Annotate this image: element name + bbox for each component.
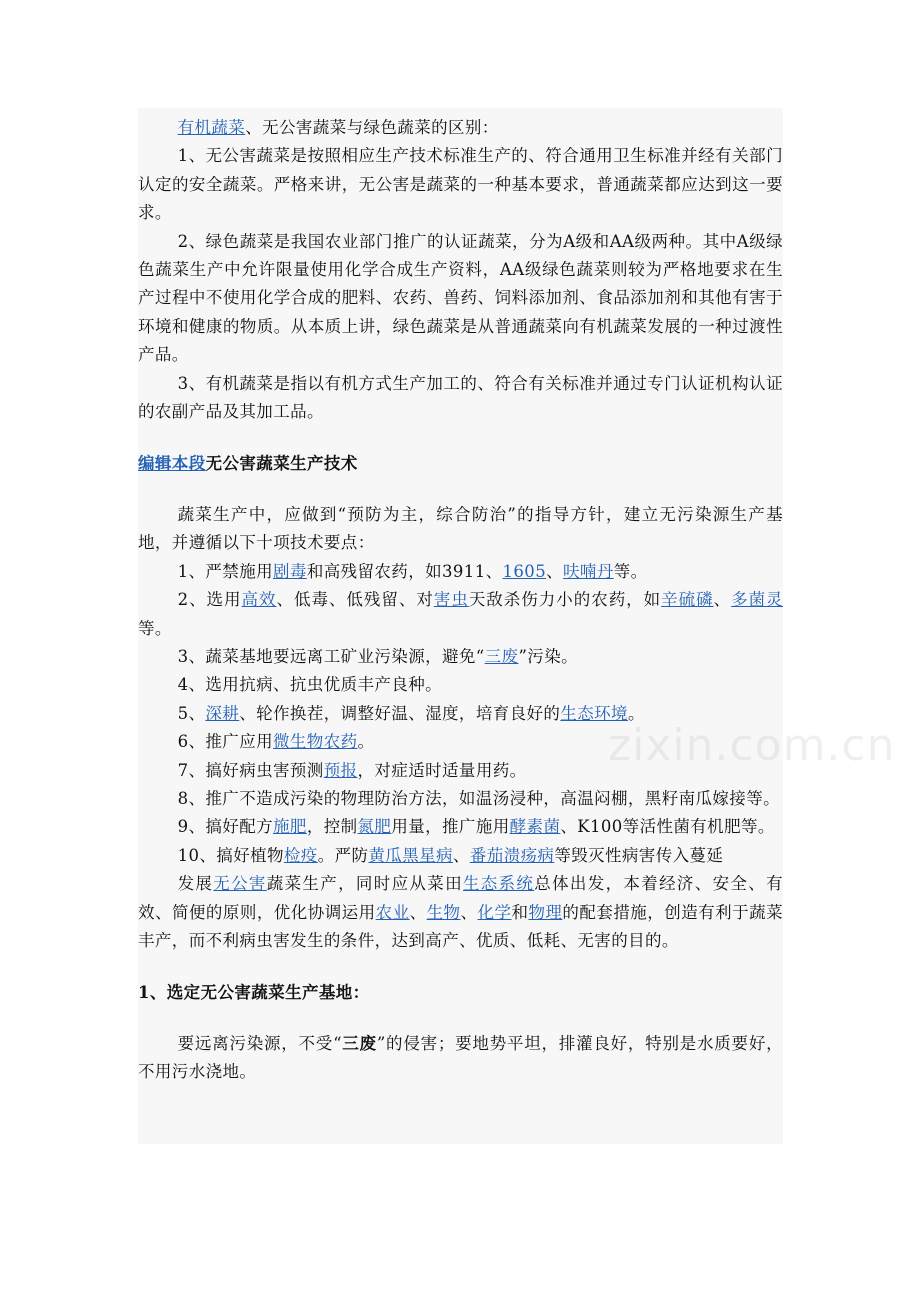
tech-item-3: 3、蔬菜基地要远离工矿业污染源，避免“三废”污染。	[177, 646, 578, 666]
link-pollution-free[interactable]: 无公害	[213, 874, 267, 894]
link-high-efficiency[interactable]: 高效	[241, 590, 277, 610]
link-tomato-canker[interactable]: 番茄溃疡病	[469, 845, 555, 865]
link-three-wastes[interactable]: 三废	[484, 646, 519, 666]
link-microbial-pesticides[interactable]: 微生物农药	[273, 732, 358, 752]
tech-item-1: 1、严禁施用剧毒和高残留农药，如3911、1605、呋喃丹等。	[177, 561, 648, 581]
intro-paragraph-1: 1、无公害蔬菜是按照相应生产技术标准生产的、符合通用卫生标准并经有关部门认定的安全蔬菜。严格来讲，无公害是蔬菜的一种基本要求，普通蔬菜都应达到这一要求。	[138, 146, 783, 223]
link-ecosystem[interactable]: 生态系统	[462, 874, 535, 894]
document-page	[138, 108, 896, 1144]
link-carbendazim[interactable]: 多菌灵	[731, 590, 783, 610]
tech-lead-paragraph: 蔬菜生产中，应做到“预防为主，综合防治”的指导方针，建立无污染源生产基地，并遵循以下十项技术要点：	[138, 504, 783, 553]
edit-section-link[interactable]: 编辑本段	[138, 454, 206, 474]
link-quarantine[interactable]: 检疫	[283, 845, 318, 865]
link-fertilization[interactable]: 施肥	[273, 817, 307, 837]
tech-item-7: 7、搞好病虫害预测预报，对症适时适量用药。	[177, 760, 527, 780]
link-cucumber-scab[interactable]: 黄瓜黑星病	[368, 845, 453, 865]
link-carbofuran[interactable]: 呋喃丹	[563, 561, 614, 581]
link-forecast[interactable]: 预报	[323, 760, 358, 780]
tech-item-6: 6、推广应用微生物农药。	[177, 732, 375, 752]
link-1605[interactable]: 1605	[502, 561, 547, 581]
section-heading-tech: 编辑本段无公害蔬菜生产技术	[138, 454, 358, 474]
link-phoxim[interactable]: 辛硫磷	[661, 590, 714, 610]
tech-item-5: 5、深耕、轮作换茬，调整好温、湿度，培育良好的生态环境。	[177, 703, 645, 723]
section-heading-base: 1、选定无公害蔬菜生产基地：	[138, 983, 370, 1003]
link-highly-toxic[interactable]: 剧毒	[273, 561, 307, 581]
link-enzyme-bacteria[interactable]: 酵素菌	[509, 817, 561, 837]
development-paragraph: 发展无公害蔬菜生产，同时应从菜田生态系统总体出发，本着经济、安全、有效、简便的原则，优化协调运用农业、生物、化学和物理的配套措施，创造有利于蔬菜丰产，而不利病虫害发生的条件，达到高产、优质、低耗、无害的目的。	[138, 874, 783, 950]
intro-paragraph-2: 2、绿色蔬菜是我国农业部门推广的认证蔬菜，分为A级和AA级两种。其中A级绿色蔬菜生产中允许限量使用化学合成生产资料，AA级绿色蔬菜则较为严格地要求在生产过程中不使用化学合成的肥料、农药、兽药、饲料添加剂、食品添加剂和其他有害于环境和健康的物质。从本质上讲，绿色蔬菜是从普通蔬菜向有机蔬菜发展的一种过渡性产品。	[138, 231, 783, 365]
link-agriculture[interactable]: 农业	[375, 902, 410, 922]
link-deep-plowing[interactable]: 深耕	[205, 703, 240, 723]
watermark: zixin.com.cn	[608, 720, 896, 771]
link-chemistry[interactable]: 化学	[477, 902, 512, 922]
link-ecological-environment[interactable]: 生态环境	[560, 703, 628, 723]
tech-item-4: 4、选用抗病、抗虫优质丰产良种。	[177, 675, 442, 695]
link-biology[interactable]: 生物	[426, 902, 461, 922]
tech-item-9: 9、搞好配方施肥，控制氮肥用量，推广施用酵素菌、K100等活性菌有机肥等。	[177, 817, 775, 837]
tech-item-10: 10、搞好植物检疫。严防黄瓜黑星病、番茄溃疡病等毁灭性病害传入蔓延	[177, 845, 724, 865]
link-pests[interactable]: 害虫	[433, 590, 469, 610]
intro-title: 有机蔬菜、无公害蔬菜与绿色蔬菜的区别：	[177, 118, 499, 137]
tech-item-2: 2、选用高效、低毒、低残留、对害虫天敌杀伤力小的农药，如辛硫磷、多菌灵等。	[138, 590, 783, 638]
link-nitrogen-fertilizer[interactable]: 氮肥	[357, 817, 392, 837]
tech-item-8: 8、推广不造成污染的物理防治方法，如温汤浸种，高温闷棚，黑籽南瓜嫁接等。	[177, 788, 780, 808]
link-physics[interactable]: 物理	[528, 902, 563, 922]
link-organic-vegetables[interactable]: 有机蔬菜	[177, 118, 246, 137]
intro-paragraph-3: 3、有机蔬菜是指以有机方式生产加工的、符合有关标准并通过专门认证机构认证的农副产品及其加工品。	[138, 373, 783, 422]
base-paragraph: 要远离污染源，不受“三废”的侵害；要地势平坦，排灌良好，特别是水质要好，不用污水浇地。	[138, 1033, 783, 1082]
document-content	[138, 114, 783, 1087]
